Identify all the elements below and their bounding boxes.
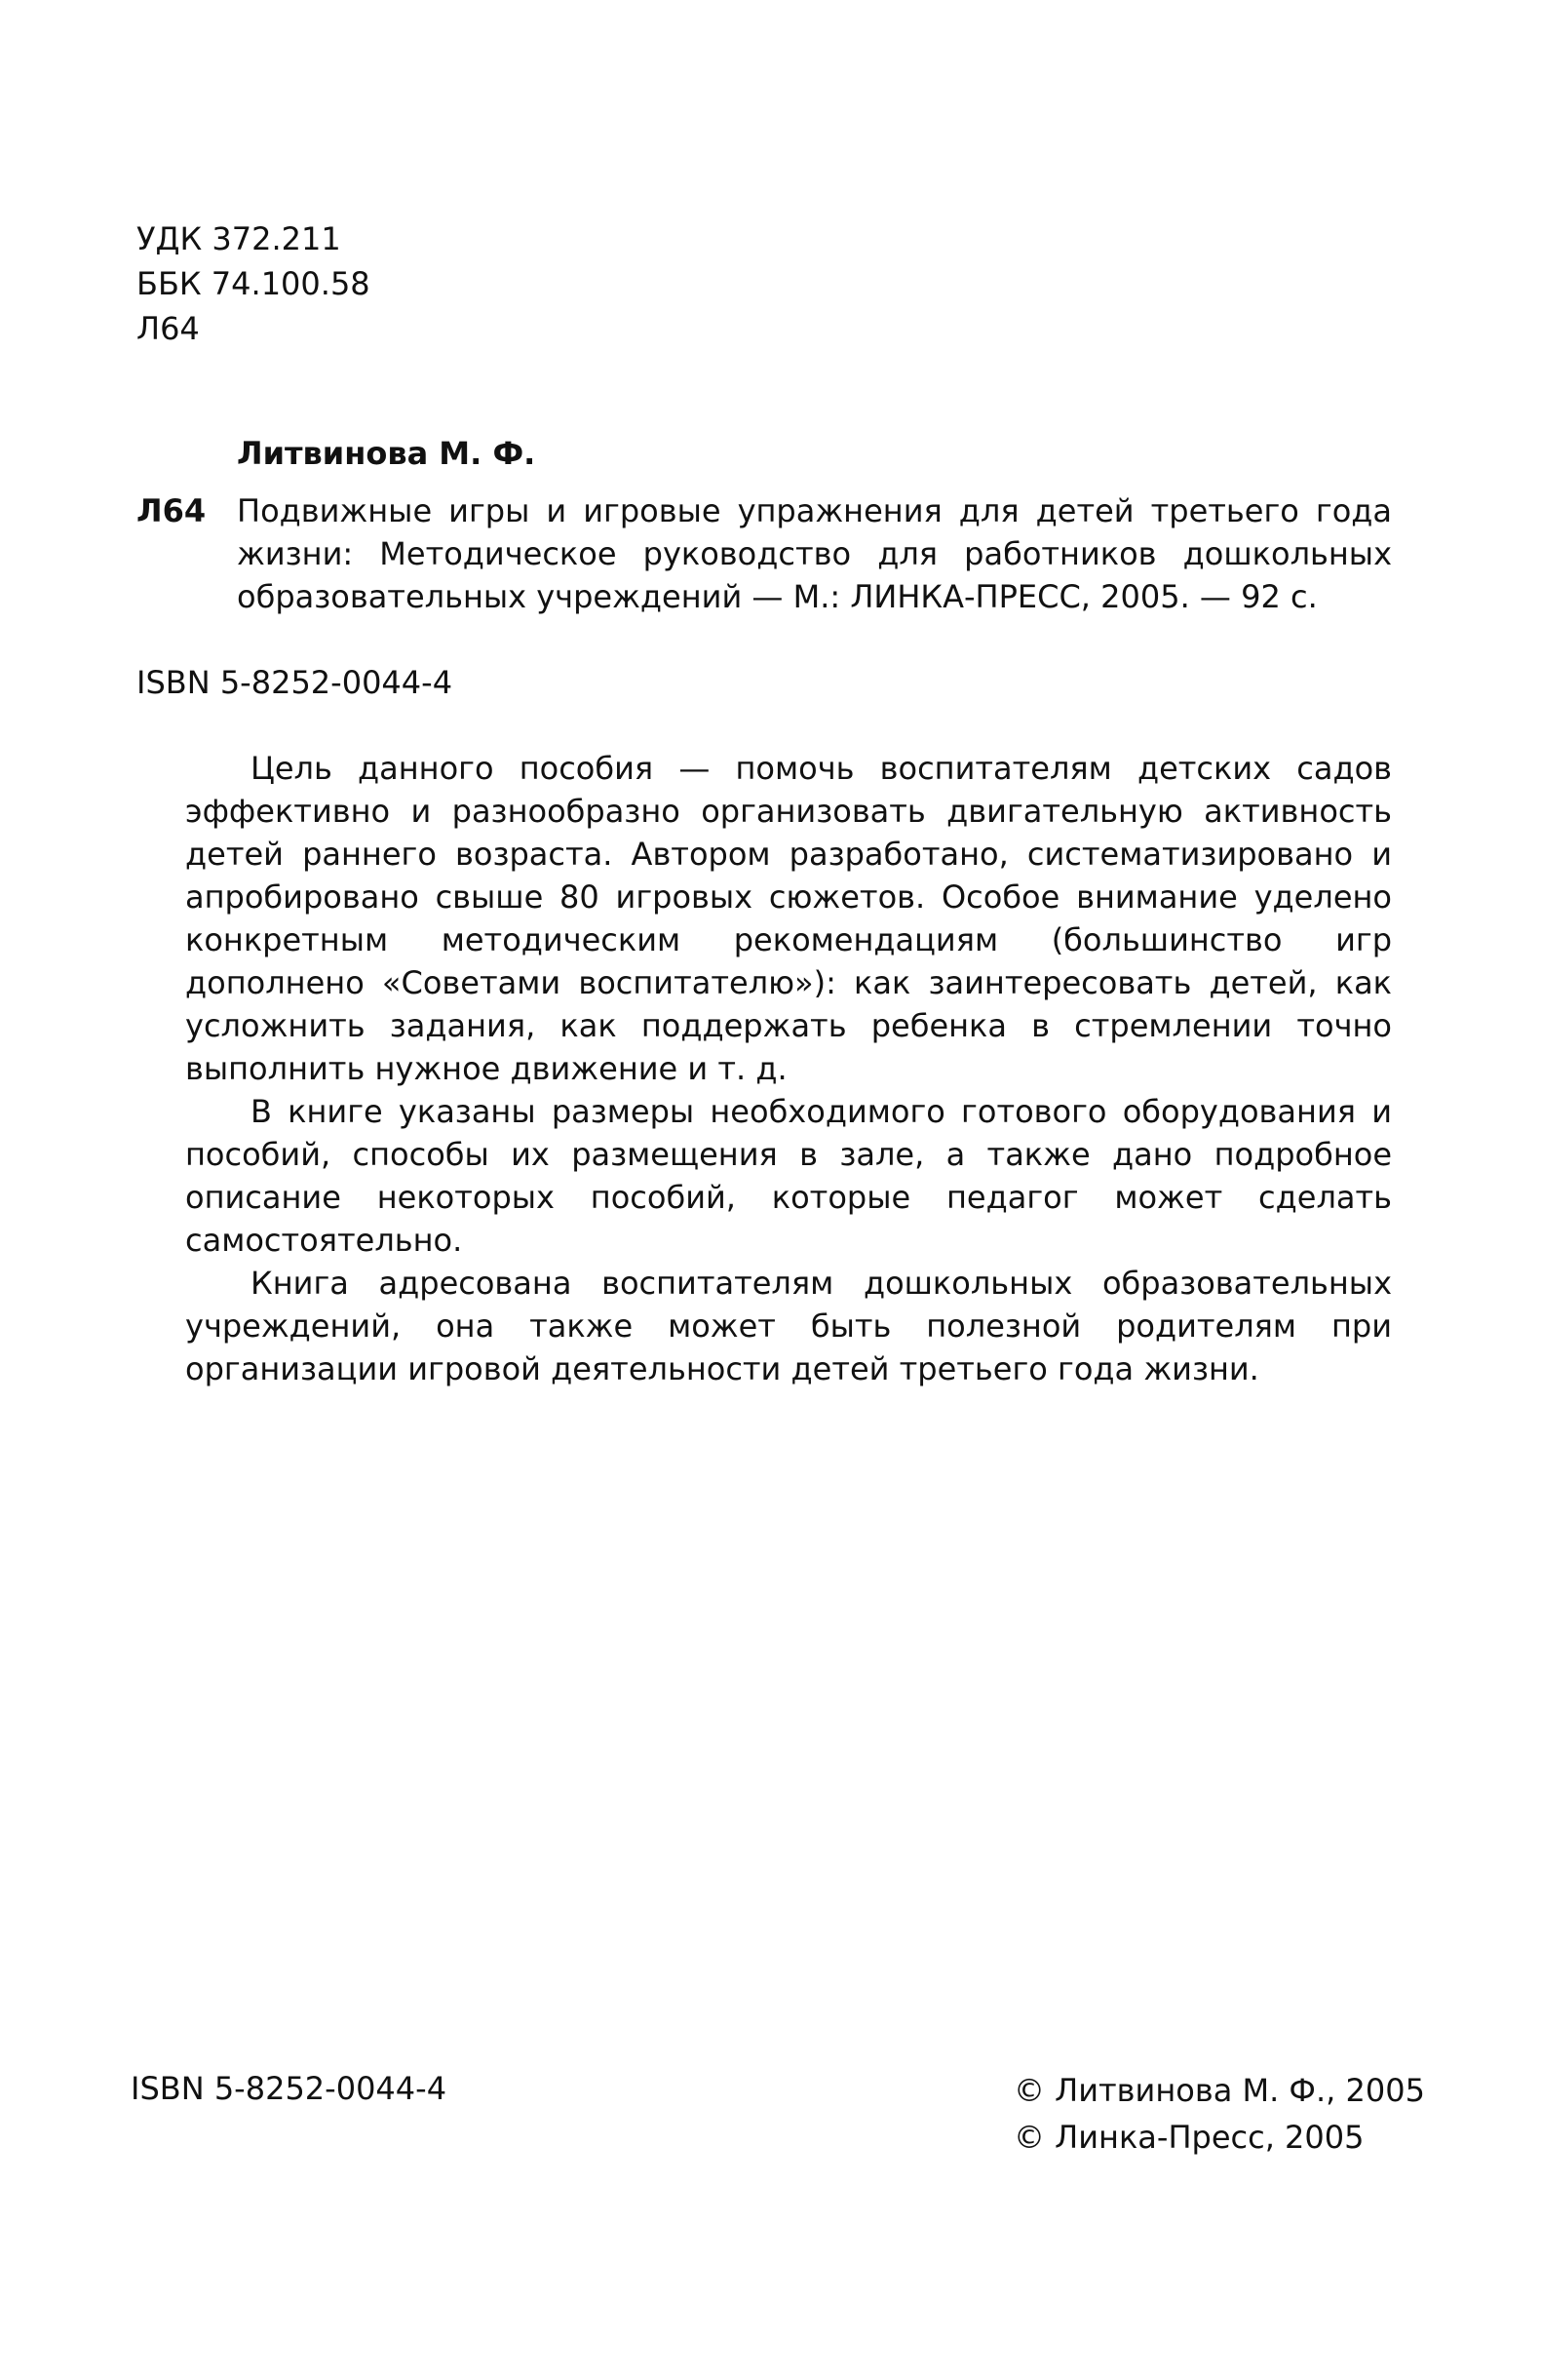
bbk-index: ББК 74.100.58 <box>136 265 370 302</box>
copyright-author: © Литвинова М. Ф., 2005 <box>1014 2072 1425 2109</box>
author-sign: Л64 <box>136 310 200 347</box>
annotation <box>185 747 1392 1390</box>
annotation-paragraph: Книга адресована воспитателям дошкольных образовательных учреждений, она также может быть полезной родителям при организации игровой деятельности детей третьего года жизни. <box>185 1265 1392 1387</box>
annotation-paragraph: Цель данного пособия — помочь воспитателям детских садов эффективно и разнообразно организовать двигательную активность детей раннего возраста. Автором разработано, систематизировано и апробировано свыше 80 игровых сюжетов. Особое внимание уделено конкретным методическим рекомендациям (большинство игр дополнено «Советами воспитателю»): как заинтересовать детей, как усложнить задания, как поддержать ребенка в стремлении точно выполнить нужное движение и т. д. <box>185 750 1392 1087</box>
classification-block <box>136 216 370 351</box>
bibliographic-description: Подвижные игры и игровые упражнения для детей третьего года жизни: Методическое руководство для работников дошкольных образовательных учреждений — М.: ЛИНКА-ПРЕСС, 2005. — 92 с. <box>237 492 1392 615</box>
author-code: Л64 <box>136 492 207 529</box>
copyright-publisher: © Линка-Пресс, 2005 <box>1014 2119 1365 2156</box>
author-name: Литвинова М. Ф. <box>237 435 536 472</box>
isbn-bottom: ISBN 5-8252-0044-4 <box>131 2070 447 2107</box>
annotation-paragraph: В книге указаны размеры необходимого готового оборудования и пособий, способы их размещения в зале, а также дано подробное описание некоторых пособий, которые педагог может сделать самостоятельно. <box>185 1093 1392 1259</box>
udk-index: УДК 372.211 <box>136 220 341 257</box>
isbn-top: ISBN 5-8252-0044-4 <box>136 664 453 701</box>
copyright-block <box>1014 2067 1425 2161</box>
